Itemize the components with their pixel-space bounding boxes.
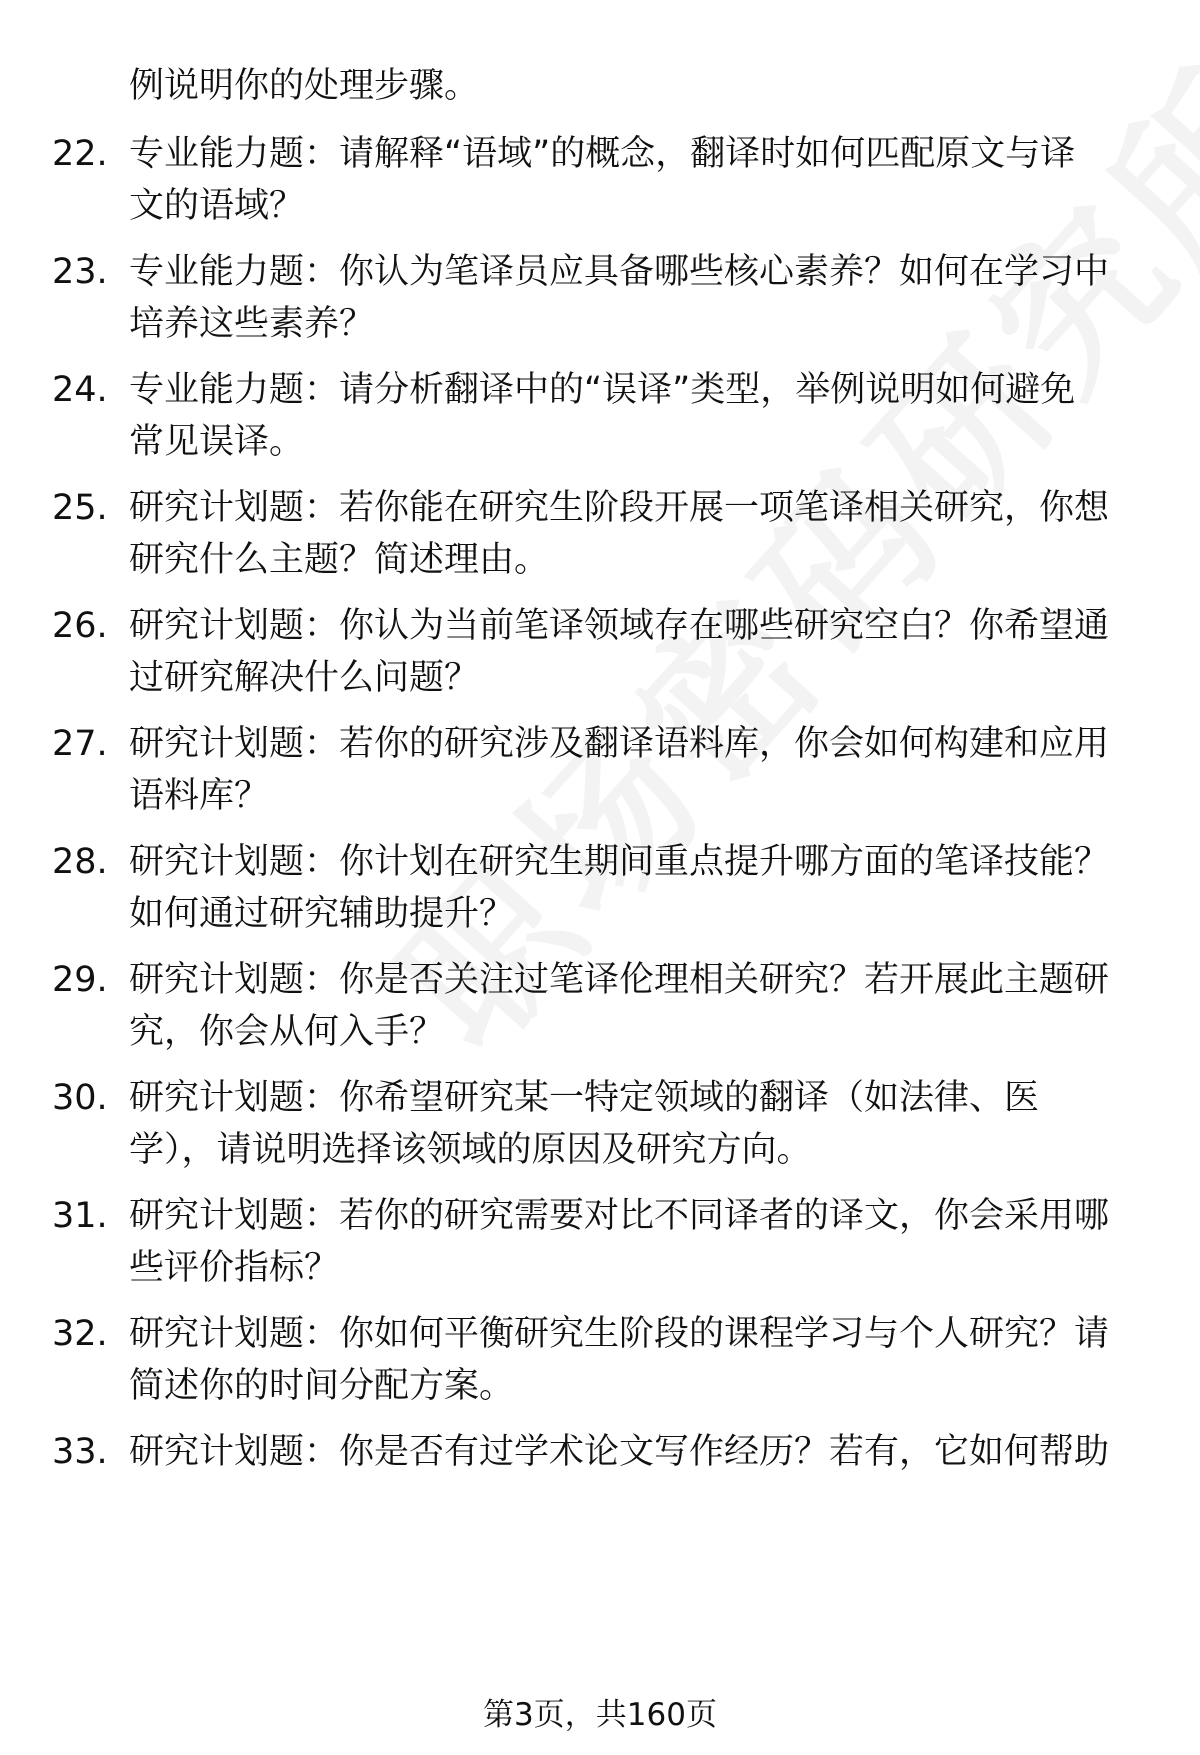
question-line: 培养这些素养？ bbox=[129, 304, 375, 344]
question-line: 常见误译。 bbox=[129, 422, 305, 462]
question-line: 些评价指标？ bbox=[129, 1248, 340, 1288]
question-number: 23. bbox=[52, 252, 108, 292]
question-line: 专业能力题：你认为笔译员应具备哪些核心素养？如何在学习中 bbox=[129, 252, 1110, 292]
question-line: 过研究解决什么问题？ bbox=[129, 658, 480, 698]
question-text bbox=[129, 128, 1149, 232]
question-line: 简述你的时间分配方案。 bbox=[129, 1366, 515, 1406]
question-text bbox=[129, 482, 1149, 586]
question-number: 24. bbox=[52, 370, 108, 410]
question-text bbox=[129, 836, 1149, 940]
question-number: 32. bbox=[52, 1314, 108, 1354]
question-line: 语料库？ bbox=[129, 776, 270, 816]
question-number: 25. bbox=[52, 488, 108, 528]
question-text bbox=[129, 364, 1149, 468]
question-text bbox=[129, 246, 1149, 350]
question-line: 专业能力题：请分析翻译中的“误译”类型，举例说明如何避免 bbox=[129, 370, 1076, 410]
question-line: 研究计划题：你如何平衡研究生阶段的课程学习与个人研究？请 bbox=[129, 1314, 1110, 1354]
question-line: 究，你会从何入手？ bbox=[129, 1012, 445, 1052]
question-text bbox=[129, 954, 1149, 1058]
question-line: 研究计划题：若你的研究需要对比不同译者的译文，你会采用哪 bbox=[129, 1196, 1110, 1236]
question-line: 专业能力题：请解释“语域”的概念，翻译时如何匹配原文与译 bbox=[129, 134, 1076, 174]
question-line: 研究计划题：你是否关注过笔译伦理相关研究？若开展此主题研 bbox=[129, 960, 1110, 1000]
question-text bbox=[129, 1072, 1149, 1176]
question-number: 28. bbox=[52, 842, 108, 882]
question-number: 27. bbox=[52, 724, 108, 764]
question-text bbox=[129, 600, 1149, 704]
question-line: 如何通过研究辅助提升？ bbox=[129, 894, 515, 934]
page-number-footer: 第3页，共160页 bbox=[483, 1697, 717, 1733]
question-text bbox=[129, 718, 1149, 822]
question-line: 研究计划题：你计划在研究生期间重点提升哪方面的笔译技能？ bbox=[129, 842, 1110, 882]
question-line: 研究计划题：若你的研究涉及翻译语料库，你会如何构建和应用 bbox=[129, 724, 1110, 764]
question-number: 31. bbox=[52, 1196, 108, 1236]
continuation-text: 例说明你的处理步骤。 bbox=[129, 66, 480, 106]
question-text bbox=[129, 1190, 1149, 1294]
question-line: 研究计划题：你认为当前笔译领域存在哪些研究空白？你希望通 bbox=[129, 606, 1110, 646]
question-number: 33. bbox=[52, 1432, 108, 1472]
question-line: 文的语域？ bbox=[129, 186, 305, 226]
question-number: 29. bbox=[52, 960, 108, 1000]
question-line: 学），请说明选择该领域的原因及研究方向。 bbox=[129, 1130, 812, 1170]
question-line: 研究什么主题？简述理由。 bbox=[129, 540, 550, 580]
question-text bbox=[129, 1308, 1149, 1412]
question-number: 30. bbox=[52, 1078, 108, 1118]
question-line: 研究计划题：你希望研究某一特定领域的翻译（如法律、医 bbox=[129, 1078, 1040, 1118]
question-line: 研究计划题：若你能在研究生阶段开展一项笔译相关研究，你想 bbox=[129, 488, 1110, 528]
question-number: 26. bbox=[52, 606, 108, 646]
question-number: 22. bbox=[52, 134, 108, 174]
question-text bbox=[129, 1426, 1149, 1478]
question-line: 研究计划题：你是否有过学术论文写作经历？若有，它如何帮助 bbox=[129, 1432, 1110, 1472]
